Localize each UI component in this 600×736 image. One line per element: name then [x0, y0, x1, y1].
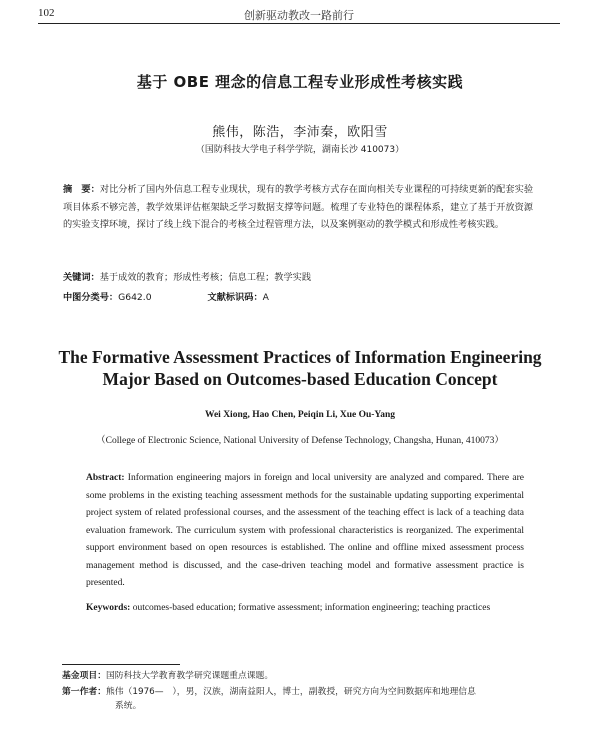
english-title-line1: The Formative Assessment Practices of Information Engineering: [58, 347, 542, 367]
chinese-abstract-text: 对比分析了国内外信息工程专业现状，现有的教学考核方式存在面向相关专业课程的可持续更新的配套实验项目体系不够完善，教学效果评估框架缺乏学习数据支撑等问题。梳理了专业特色的课程体系，建立了基于开放资源的实验支撑环境，探讨了线上线下混合的考核全过程管理方法，以及案例驱动的教学模式和形成性考核实践。: [63, 184, 534, 230]
doc-code-value: A: [262, 292, 269, 303]
chinese-authors: 熊伟，陈浩，李沛秦，欧阳雪: [212, 125, 388, 140]
chinese-affiliation: （国防科技大学电子科学学院，湖南长沙 410073）: [195, 145, 405, 155]
chinese-keywords-text: 基于成效的教育；形成性考核；信息工程；教学实践: [99, 272, 312, 283]
author-label: 第一作者：: [62, 687, 106, 697]
english-title: [0, 346, 600, 390]
english-keywords-label: Keywords:: [86, 603, 131, 613]
chinese-keywords-label: 关键词：: [63, 272, 100, 283]
english-title-line2: Major Based on Outcomes-based Education Concept: [102, 369, 498, 389]
classification-line: [63, 289, 269, 303]
chinese-title: 基于 OBE 理念的信息工程专业形成性考核实践: [136, 73, 464, 91]
footnote-fund: [62, 669, 550, 683]
english-affiliation: （College of Electronic Science, National University of Defense Technology, Changsha, Hunan, 410073）: [96, 436, 504, 446]
page-number: 102: [38, 7, 55, 19]
fund-text: 国防科技大学教育教学研究课题重点课题。: [106, 671, 274, 681]
running-header: [38, 7, 560, 24]
fund-label: 基金项目：: [62, 671, 106, 681]
clc-label: 中图分类号：: [63, 292, 119, 303]
chinese-abstract-label: 摘 要：: [63, 184, 100, 195]
author-text: 熊伟（1976— ），男，汉族，湖南益阳人，博士，副教授，研究方向为空间数据库和地理信息: [106, 687, 476, 697]
clc-value: G642.0: [118, 292, 152, 303]
chinese-keywords: [63, 269, 533, 283]
footnote-divider: [62, 664, 180, 665]
doc-code-label: 文献标识码：: [207, 292, 263, 303]
english-abstract: [86, 470, 524, 593]
author-text-continued: 系统。: [115, 701, 142, 711]
running-title: 创新驱动教改一路前行: [244, 9, 354, 22]
english-keywords-text: outcomes-based education; formative assessment; information engineering; teaching practices: [132, 603, 491, 613]
english-keywords: [86, 603, 524, 613]
english-abstract-label: Abstract:: [86, 473, 125, 483]
chinese-abstract: [63, 181, 533, 234]
english-abstract-text: Information engineering majors in foreign and local university are analyzed and compared. There are some problems in the existing teaching assessment methods for the sustainable updating supporting experimental project system of related professional courses, and the assessment of the teaching effect is lack of a teaching data evaluation framework. The curriculum system with professional characteristics is reorganized. The experimental support environment based on open resources is established. The online and offline mixed assessment process management method is discussed, and the case-driven teaching model and formative assessment practice is presented.: [86, 473, 524, 588]
footnote-author: [62, 685, 550, 713]
english-authors: Wei Xiong, Hao Chen, Peiqin Li, Xue Ou-Yang: [204, 410, 396, 420]
